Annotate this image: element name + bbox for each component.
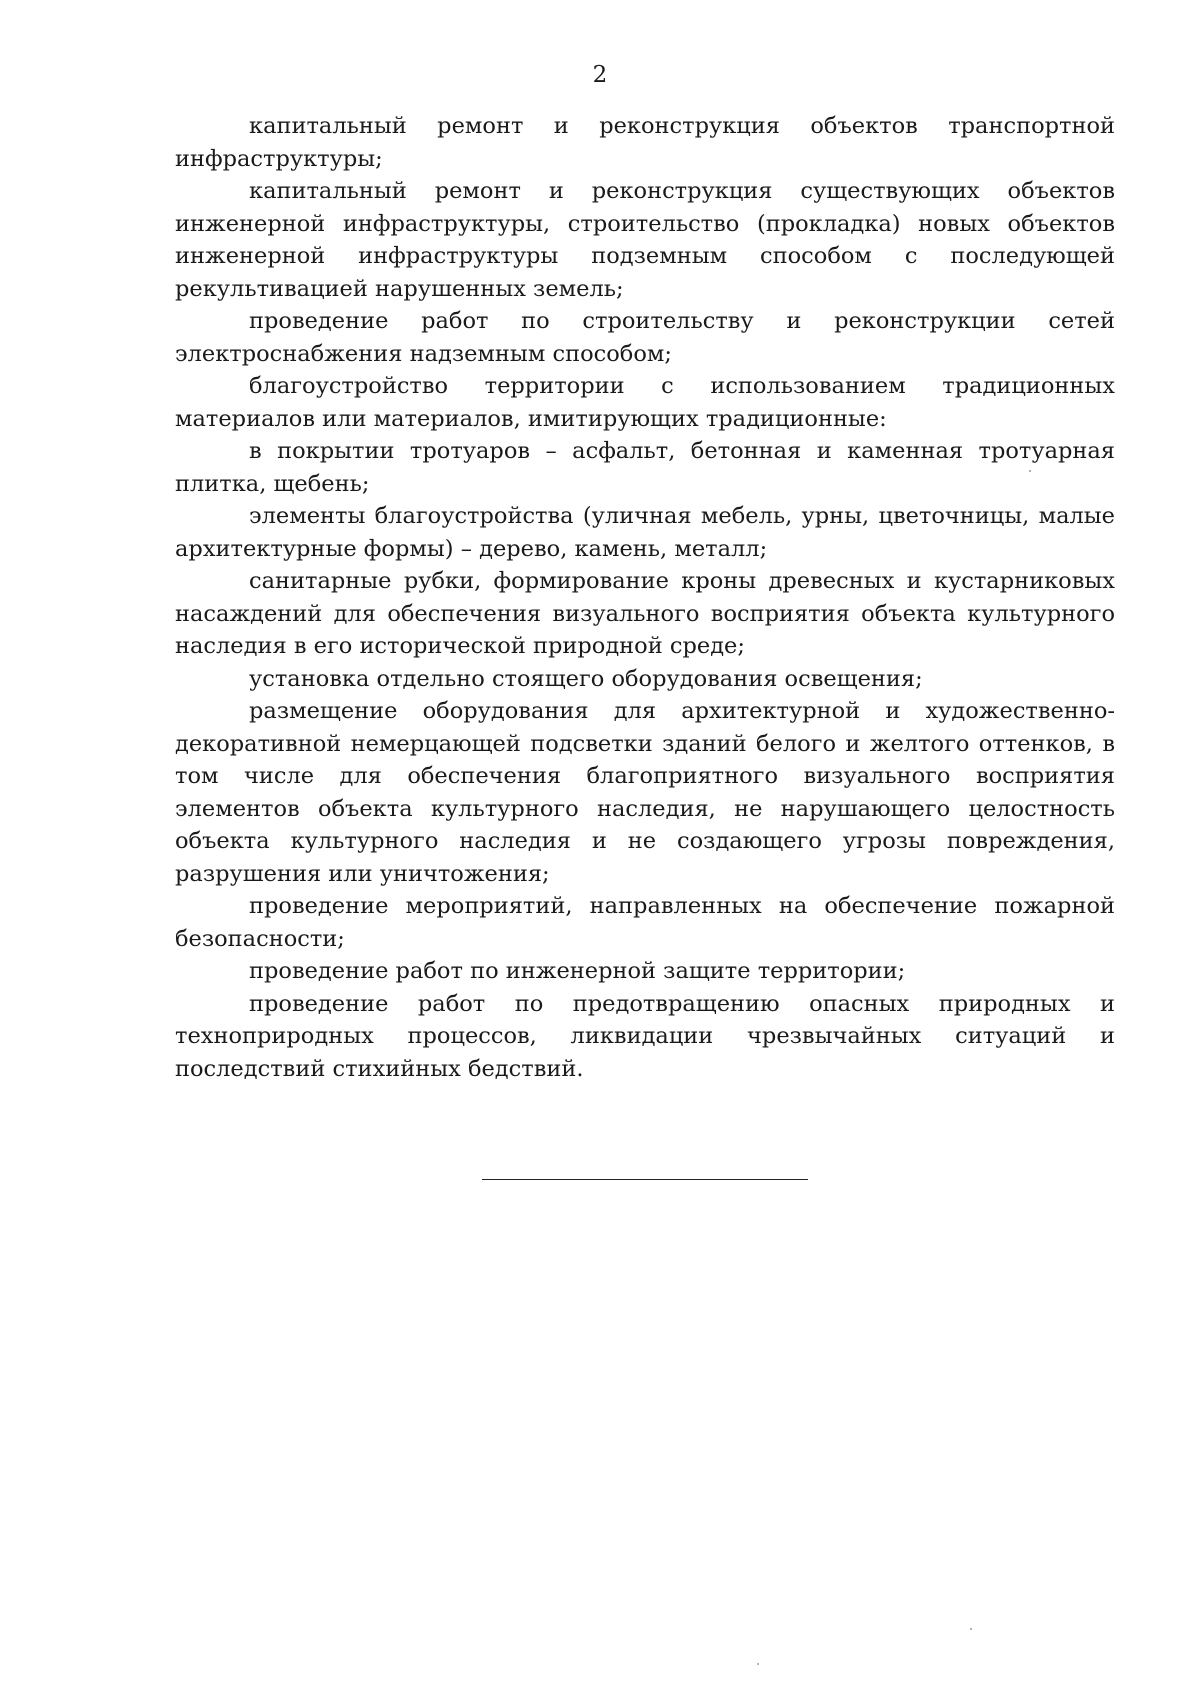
paragraph-11: проведение работ по инженерной защите территории; <box>249 958 906 984</box>
paragraph-8: установка отдельно стоящего оборудования освещения; <box>249 665 923 692</box>
paragraph-2: капитальный ремонт и реконструкция существующих объектов инженерной инфраструктуры, строительство (прокладка) новых объектов инженерной инфраструктуры подземным способом с последующей рекультивацией нарушенных земель; <box>175 178 1115 302</box>
paragraph-4: благоустройство территории с использованием традиционных материалов или материалов, имитирующих традиционные: <box>175 373 1115 432</box>
paragraph-6: элементы благоустройства (уличная мебель, урны, цветочницы, малые архитектурные формы) – дерево, камень, металл; <box>175 503 1115 562</box>
paragraph-5: в покрытии тротуаров – асфальт, бетонная и каменная тротуарная плитка, щебень; <box>175 438 1115 497</box>
paragraph-10: проведение мероприятий, направленных на обеспечение пожарной безопасности; <box>175 893 1115 952</box>
scan-speck <box>970 1628 972 1630</box>
end-separator-line <box>482 1179 808 1180</box>
document-body <box>175 110 1115 1085</box>
paragraph-12: проведение работ по предотвращению опасных природных и техноприродных процессов, ликвидации чрезвычайных ситуаций и последствий стихийных бедствий. <box>175 990 1115 1082</box>
page-number: 2 <box>592 62 608 88</box>
paragraph-7: санитарные рубки, формирование кроны древесных и кустарниковых насаждений для обеспечения визуального восприятия объекта культурного наследия в его исторической природной среде; <box>175 568 1115 659</box>
scan-speck <box>757 1663 759 1665</box>
paragraph-9: размещение оборудования для архитектурной и художественно-декоративной немерцающей подсветки зданий белого и желтого оттенков, в том числе для обеспечения благоприятного визуального восприятия элементов объекта культурного наследия, не нарушающего целостность объекта культурного наследия и не создающего угрозы повреждения, разрушения или уничтожения; <box>175 698 1115 887</box>
paragraph-1: капитальный ремонт и реконструкция объектов транспортной инфраструктуры; <box>175 113 1115 172</box>
paragraph-3: проведение работ по строительству и реконструкции сетей электроснабжения надземным способом; <box>175 308 1115 367</box>
scan-speck <box>1029 470 1031 472</box>
